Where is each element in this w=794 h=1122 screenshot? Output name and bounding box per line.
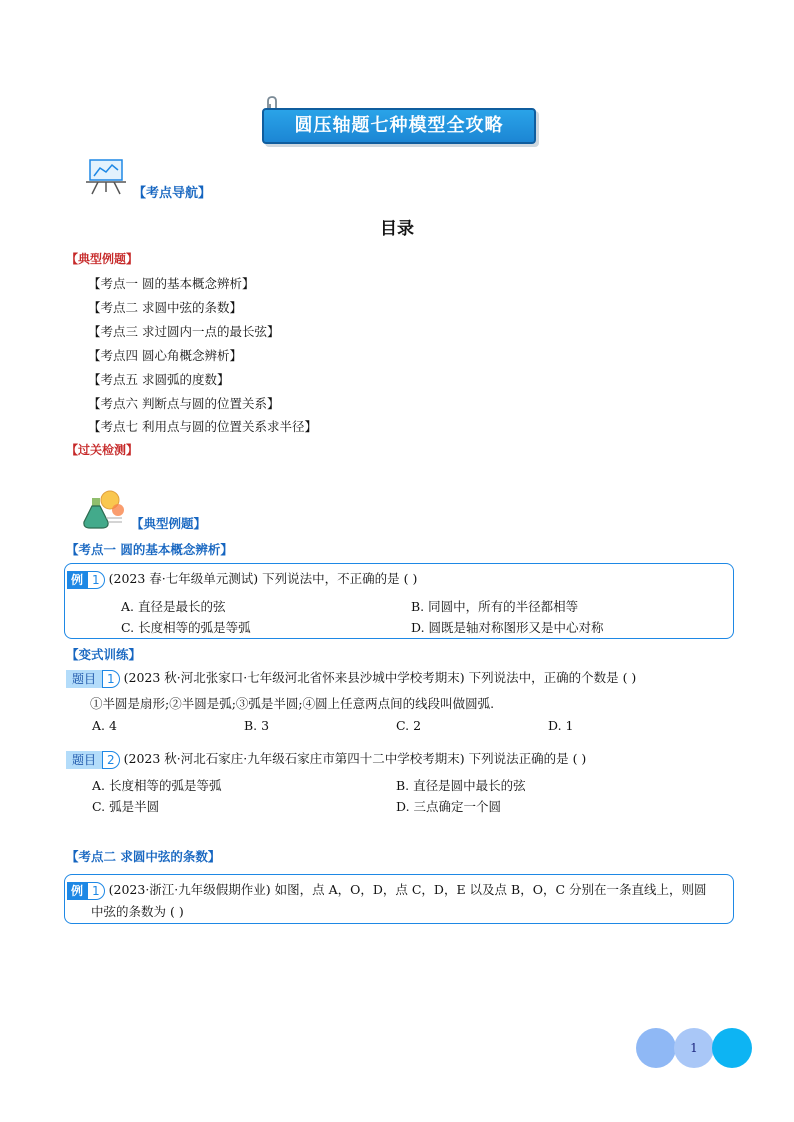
example-2-stem: (2023·浙江·九年级假期作业) 如图，点 A，O，D，点 C，D，E 以及点 B，O，C 分别在一条直线上，则圆 [108,882,707,897]
option-c[interactable]: C. 长度相等的弧是等弧 [121,620,251,635]
toc-heading-typical-examples[interactable]: 【典型例题】 [66,252,139,266]
page-number-badge [636,1028,752,1068]
key-point-1-heading: 【考点一 圆的基本概念辨析】 [66,542,233,557]
option-a[interactable]: A. 直径是最长的弦 [121,599,226,614]
document-title-banner: 圆压轴题七种模型全攻略 [262,108,536,144]
toc-item-4[interactable]: 【考点四 圆心角概念辨析】 [88,348,242,363]
question-number: 1 [102,670,120,688]
question-1-option-d[interactable]: D. 1 [548,718,574,733]
question-number: 2 [102,751,120,769]
example-number: 1 [87,571,105,589]
example-number: 1 [87,882,105,900]
question-2-stem: (2023 秋·河北石家庄·九年级石家庄市第四十二中学校考期末) 下列说法正确的是 ( ) [123,751,587,766]
question-1-statements: ①半圆是扇形;②半圆是弧;③弧是半圆;④圆上任意两点间的线段叫做圆弧. [90,696,495,711]
toc-item-7[interactable]: 【考点七 利用点与圆的位置关系求半径】 [88,419,317,434]
example-1-stem-line [67,569,417,589]
presentation-board-icon [84,156,128,196]
question-2-option-a[interactable]: A. 长度相等的弧是等弧 [92,778,222,793]
toc-heading-checkpoint[interactable]: 【过关检测】 [66,443,139,457]
toc-item-2[interactable]: 【考点二 求圆中弦的条数】 [88,300,242,315]
toc-item-3[interactable]: 【考点三 求过圆内一点的最长弦】 [88,324,280,339]
example-tag: 例 [67,882,87,900]
question-1-stem: (2023 秋·河北张家口·七年级河北省怀来县沙城中学校考期末) 下列说法中，正确的个数是 ( ) [123,670,637,685]
toc-item-6[interactable]: 【考点六 判断点与圆的位置关系】 [88,396,280,411]
toc-title: 目录 [380,219,414,239]
option-b[interactable]: B. 同圆中，所有的半径都相等 [411,599,579,614]
question-tag: 题目 [66,670,102,688]
toc-item-1[interactable]: 【考点一 圆的基本概念辨析】 [88,276,255,291]
example-2-stem-continued: 中弦的条数为 ( ) [91,904,184,919]
question-2-option-b[interactable]: B. 直径是圆中最长的弦 [396,778,526,793]
variant-training-heading: 【变式训练】 [66,647,142,662]
question-2-stem-line [66,749,586,769]
example-1-box [64,563,734,639]
example-2-box [64,874,734,924]
example-tag: 例 [67,571,87,589]
question-2-option-d[interactable]: D. 三点确定一个圆 [396,799,502,814]
key-point-2-heading: 【考点二 求圆中弦的条数】 [66,849,221,864]
option-d[interactable]: D. 圆既是轴对称图形又是中心对称 [411,620,604,635]
question-1-option-c[interactable]: C. 2 [396,718,422,733]
example-2-stem-line [67,880,707,900]
question-2-option-c[interactable]: C. 弧是半圆 [92,799,160,814]
question-1-option-b[interactable]: B. 3 [244,718,270,733]
question-1-stem-line [66,668,636,688]
toc-item-5[interactable]: 【考点五 求圆弧的度数】 [88,372,230,387]
navigation-label: 【考点导航】 [133,186,212,201]
example-1-stem: (2023 春·七年级单元测试) 下列说法中，不正确的是 ( ) [108,571,418,586]
decor-circle-right [712,1028,752,1068]
decor-circle-left [636,1028,676,1068]
question-1-option-a[interactable]: A. 4 [92,718,117,733]
page-number: 1 [674,1028,714,1068]
question-tag: 题目 [66,751,102,769]
flask-icon [82,488,126,530]
section-label-typical-examples: 【典型例题】 [131,516,207,531]
